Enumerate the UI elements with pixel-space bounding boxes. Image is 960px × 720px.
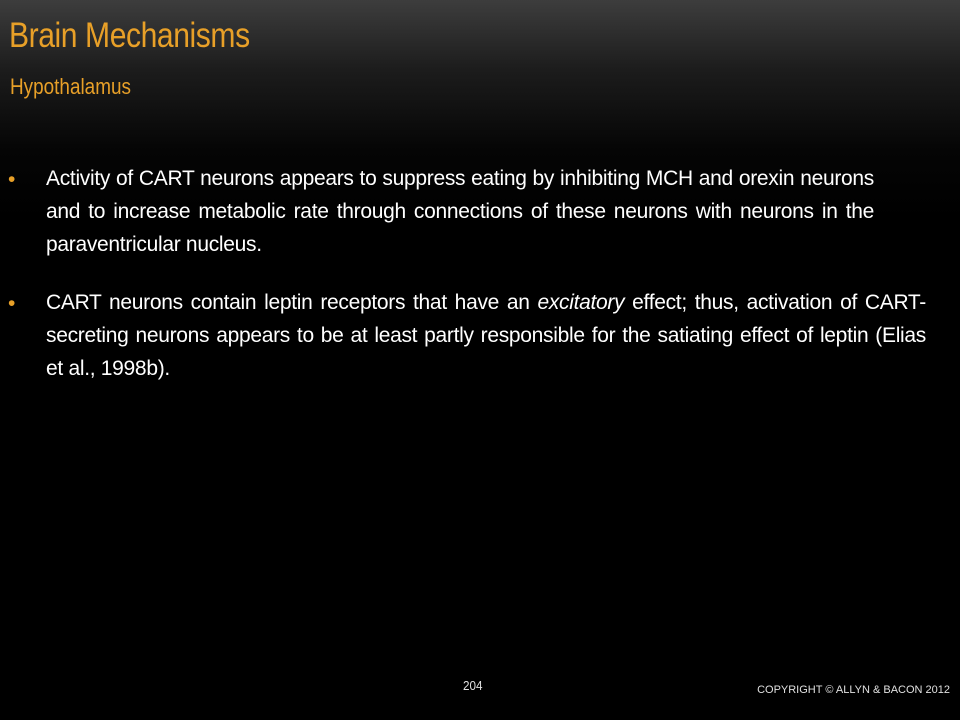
bullet-text-part: effect; thus, activation of CART-secreting neurons appears to be at least partly responsible for the satiating effect of leptin (Elias et al., 1998b).: [46, 291, 926, 380]
bullet-text-part: CART neurons contain leptin receptors that have an: [46, 291, 538, 314]
bullet-text: [46, 286, 926, 385]
copyright-notice: COPYRIGHT © ALLYN & BACON 2012: [757, 684, 950, 696]
bullet-icon: •: [8, 292, 16, 315]
page-number: 204: [463, 678, 483, 693]
slide-subtitle: Hypothalamus: [10, 74, 131, 99]
bullet-item: [8, 162, 874, 261]
bullet-item: [8, 286, 926, 385]
bullet-icon: •: [8, 168, 16, 191]
slide-title: Brain Mechanisms: [9, 16, 250, 55]
bullet-list: [0, 162, 960, 410]
bullet-text: Activity of CART neurons appears to suppress eating by inhibiting MCH and orexin neurons and to increase metabolic rate through connections of these neurons with neurons in the paraventricular nucleus.: [46, 167, 874, 256]
bullet-emphasis: excitatory: [537, 291, 625, 314]
